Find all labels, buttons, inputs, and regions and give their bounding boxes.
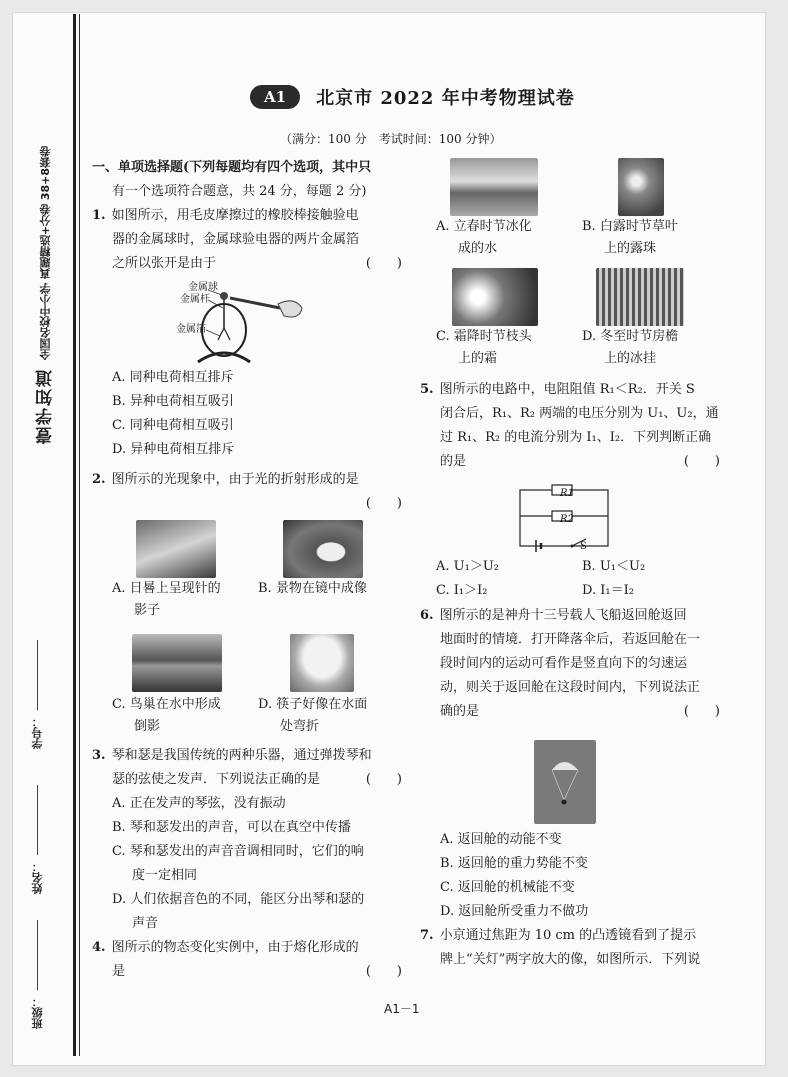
- label-switch: S: [580, 541, 587, 552]
- q6-block: [420, 604, 720, 724]
- q6-option-a[interactable]: A. 返回舱的动能不变: [440, 832, 562, 847]
- q6-stem: 6. 图所示的是神舟十三号载人飞船返回舱返回: [420, 608, 687, 623]
- q3-option-a[interactable]: A. 正在发声的琴弦，没有振动: [112, 796, 286, 811]
- q3-stem: 3. 琴和瑟是我国传统的两种乐器，通过弹拨琴和: [92, 748, 372, 763]
- q6-options: [420, 828, 720, 972]
- brand-logo: 壹学知道: [36, 368, 56, 445]
- paper-badge: A1: [250, 85, 300, 109]
- q7-stem-2: 牌上“关灯”两字放大的像，如图所示．下列说: [440, 952, 701, 967]
- label-r2: R2: [560, 514, 574, 525]
- answer-paren[interactable]: ( ): [683, 704, 720, 719]
- q3-option-b[interactable]: B. 琴和瑟发出的声音，可以在真空中传播: [112, 820, 351, 835]
- spine-rule-thin: [79, 14, 80, 1056]
- q6-stem-5: 确的是 ( ): [420, 700, 720, 724]
- spine-brand: [26, 105, 66, 485]
- thawing-ice-photo: [450, 158, 538, 216]
- q3-stem-2: 瑟的弦使之发声．下列说法正确的是 ( ): [92, 768, 402, 792]
- q2-option-d[interactable]: D. 筷子好像在水面 处弯折: [258, 697, 368, 734]
- brand-series: 全国名校中小学 真题精选+分卷 38+8套卷: [39, 145, 52, 361]
- q1-stem-2: 器的金属球时，金属球验电器的两片金属箔: [112, 232, 360, 247]
- q1-stem: 1. 如图所示，用毛皮摩擦过的橡胶棒接触验电: [92, 208, 359, 223]
- sundial-photo: [136, 520, 216, 578]
- birdnest-reflection-photo: [132, 634, 222, 692]
- q1-stem-3: 之所以张开是由于 ( ): [92, 252, 402, 276]
- q6-option-d[interactable]: D. 返回舱所受重力不做功: [440, 904, 589, 919]
- chopsticks-photo: [290, 634, 354, 692]
- section-heading: 一、单项选择题(下列每题均有四个选项，其中只: [92, 160, 372, 175]
- q2-option-b[interactable]: B. 景物在镜中成像: [258, 581, 367, 596]
- q1-option-c[interactable]: C. 同种电荷相互吸引: [112, 418, 234, 433]
- q5-option-b[interactable]: B. U₁＜U₂: [582, 559, 646, 574]
- q3-block: [92, 744, 402, 984]
- parachute-photo: [534, 740, 596, 824]
- q5-option-d[interactable]: D. I₁＝I₂: [582, 583, 634, 598]
- q3-option-c[interactable]: C. 琴和瑟发出的声音音调相同时，它们的响: [112, 844, 364, 859]
- parachute-icon: [534, 740, 596, 824]
- left-column: [92, 156, 402, 276]
- q6-stem-4: 动，则关于返回舱在这段时间内，下列说法正: [440, 680, 701, 695]
- q4-stem-2: 是 ( ): [92, 960, 402, 984]
- q5-option-a[interactable]: A. U₁＞U₂: [436, 559, 499, 574]
- q3-option-d[interactable]: D. 人们依据音色的不同，能区分出琴和瑟的: [112, 892, 365, 907]
- answer-paren[interactable]: ( ): [365, 256, 402, 271]
- label-metal-rod: 金属杆: [180, 294, 210, 305]
- q5-option-c[interactable]: C. I₁＞I₂: [436, 583, 488, 598]
- q1-option-d[interactable]: D. 异种电荷相互排斥: [112, 442, 235, 457]
- q2-paren[interactable]: ( ): [365, 496, 402, 511]
- q7-stem: 7. 小京通过焦距为 10 cm 的凸透镜看到了提示: [420, 928, 697, 943]
- q4-option-b[interactable]: B. 白露时节草叶 上的露珠: [582, 219, 678, 256]
- q5-block: [420, 378, 720, 474]
- exam-header: [250, 84, 575, 110]
- q4-option-c[interactable]: C. 霜降时节枝头 上的霜: [436, 329, 532, 366]
- q2-option-a[interactable]: A. 日晷上呈现针的 影子: [112, 581, 221, 618]
- paper-subtitle: （满分：100 分 考试时间：100 分钟）: [280, 132, 502, 146]
- q1-option-b[interactable]: B. 异种电荷相互吸引: [112, 394, 234, 409]
- label-metal-ball: 金属球: [188, 282, 218, 293]
- q6-option-c[interactable]: C. 返回舱的机械能不变: [440, 880, 575, 895]
- student-id-field[interactable]: 学号：: [30, 640, 46, 749]
- q4-option-a[interactable]: A. 立春时节冰化 成的水: [436, 219, 532, 256]
- answer-paren[interactable]: ( ): [365, 772, 402, 787]
- label-metal-foil: 金属箔: [176, 324, 206, 335]
- paper-title: 北京市 2022 年中考物理试卷: [316, 88, 575, 109]
- page-number: A1－1: [384, 1002, 420, 1016]
- answer-paren[interactable]: ( ): [683, 454, 720, 469]
- mirror-photo: [283, 520, 363, 578]
- answer-paren[interactable]: ( ): [365, 964, 402, 979]
- section-heading-cont: 有一个选项符合题意，共 24 分，每题 2 分): [112, 184, 367, 199]
- q2-stem: 2. 图所示的光现象中，由于光的折射形成的是: [92, 472, 359, 487]
- q4-stem: 4. 图所示的物态变化实例中，由于熔化形成的: [92, 940, 359, 955]
- student-name-field[interactable]: 姓名：: [30, 785, 46, 894]
- q6-stem-3: 段时间内的运动可看作是竖直向下的匀速运: [440, 656, 688, 671]
- dew-photo: [618, 158, 664, 216]
- label-r1: R1: [560, 488, 574, 499]
- class-field[interactable]: 班级：: [30, 920, 46, 1029]
- q4-option-d[interactable]: D. 冬至时节房檐 上的冰挂: [582, 329, 679, 366]
- q5-stem-4: 的是 ( ): [420, 450, 720, 474]
- q5-stem-2: 闭合后，R₁、R₂ 两端的电压分别为 U₁、U₂，通: [440, 406, 719, 421]
- q1-option-a[interactable]: A. 同种电荷相互排斥: [112, 370, 234, 385]
- q5-stem-3: 过 R₁、R₂ 的电流分别为 I₁、I₂．下列判断正确: [440, 430, 712, 445]
- q1-options: [92, 366, 402, 516]
- frost-photo: [452, 268, 538, 326]
- icicle-photo: [596, 268, 684, 326]
- q3-option-d-cont: 声音: [132, 916, 159, 931]
- q6-option-b[interactable]: B. 返回舱的重力势能不变: [440, 856, 588, 871]
- spine-rule: [73, 14, 76, 1056]
- q3-option-c-cont: 度一定相同: [132, 868, 198, 883]
- q5-stem: 5. 图所示的电路中，电阻阻值 R₁＜R₂．开关 S: [420, 382, 695, 397]
- q6-stem-2: 地面时的情境．打开降落伞后，若返回舱在一: [440, 632, 701, 647]
- q2-option-c[interactable]: C. 鸟巢在水中形成 倒影: [112, 697, 221, 734]
